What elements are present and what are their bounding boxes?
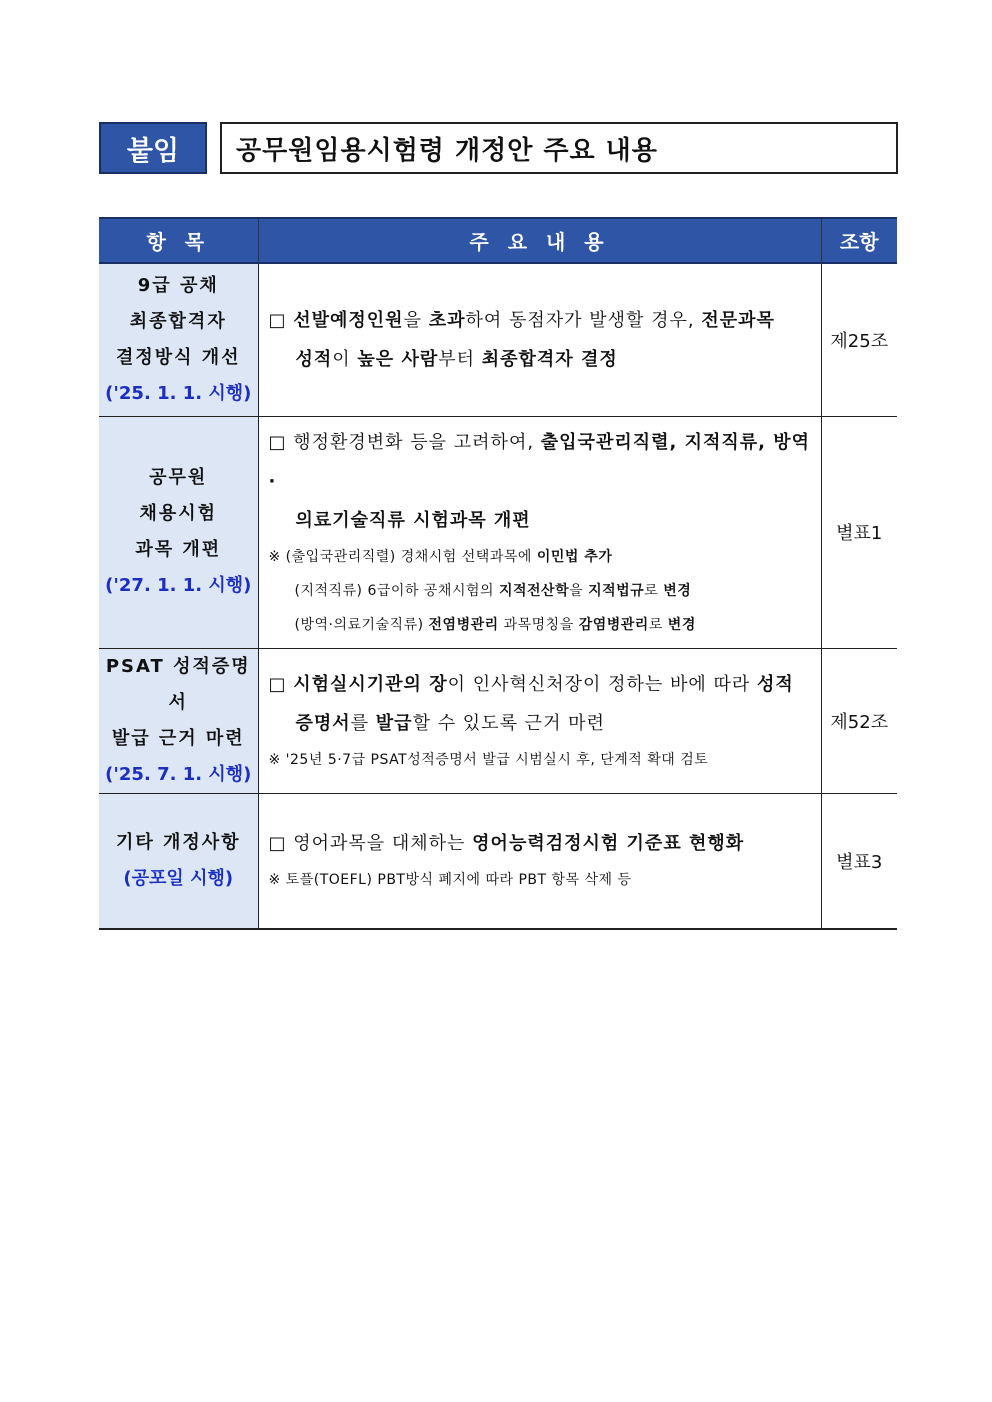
header-item: 항 목 [99, 218, 258, 263]
note-line [269, 574, 811, 608]
note-text: ※ (출입국관리직렬) 경채시험 선택과목에 [268, 548, 537, 565]
table-row [99, 263, 897, 416]
article-cell: 제25조 [821, 263, 897, 416]
emphasis-text: 증명서 [295, 712, 351, 734]
item-label-line: 기타 개정사항 [115, 831, 241, 853]
content-text: 이 인사혁신처장이 정하는 바에 따라 [447, 673, 758, 695]
emphasis-text: 전문과목 [701, 309, 775, 331]
emphasis-text: 높은 사람 [357, 348, 439, 370]
main-content-line [269, 665, 811, 704]
content-cell [258, 263, 821, 416]
item-cell [99, 648, 258, 793]
note-line [269, 608, 811, 642]
item-label-line: 최종합격자 [129, 310, 227, 332]
document-title: 공무원임용시험령 개정안 주요 내용 [220, 122, 898, 174]
header-content: 주 요 내 용 [258, 218, 821, 263]
article-cell: 제52조 [821, 648, 897, 793]
table-row [99, 416, 897, 648]
note-emphasis-text: 이민법 추가 [536, 548, 613, 565]
attachment-badge: 붙임 [99, 122, 207, 174]
content-text: □ 영어과목을 대체하는 [268, 833, 473, 855]
item-cell [99, 263, 258, 416]
note-text: 을 [569, 582, 589, 599]
note-text: ※ 토플(TOEFL) PBT방식 폐지에 따라 PBT 항목 삭제 등 [268, 872, 632, 889]
note-text: 로 [644, 582, 664, 599]
effective-date: (공포일 시행) [123, 867, 234, 889]
title-row [99, 122, 898, 174]
content-cell [258, 648, 821, 793]
item-label-line: 결정방식 개선 [115, 346, 241, 368]
emphasis-text: 발급 [375, 712, 413, 734]
note-line [269, 540, 811, 574]
main-content-line [269, 704, 811, 743]
emphasis-text: 출입국관리직렬, 지적직류, 방역· [268, 431, 811, 492]
note-text: (지적직류) 6급이하 공채시험의 [294, 582, 499, 599]
effective-date: ('25. 7. 1. 시행) [105, 763, 252, 785]
note-text: 과목명칭을 [498, 616, 579, 633]
note-text: 로 [648, 616, 668, 633]
content-cell [258, 416, 821, 648]
emphasis-text: 초과 [428, 309, 466, 331]
effective-date: ('25. 1. 1. 시행) [105, 382, 252, 404]
note-text: ※ '25년 5·7급 PSAT성적증명서 발급 시범실시 후, 단계적 확대 검토 [268, 751, 709, 768]
emphasis-text: 성적 [757, 673, 794, 695]
emphasis-text: 의료기술직류 시험과목 개편 [295, 509, 531, 531]
note-emphasis-text: 변경 [667, 616, 696, 633]
note-text: (방역·의료기술직류) [294, 616, 429, 633]
main-content-line [269, 501, 811, 540]
content-text: □ 행정환경변화 등을 고려하여, [268, 431, 541, 453]
main-content-line [269, 423, 811, 501]
note-emphasis-text: 전염병관리 [428, 616, 499, 633]
content-cell [258, 793, 821, 929]
item-label-line: 과목 개편 [135, 539, 222, 560]
main-content-line [269, 824, 811, 863]
note-line [269, 743, 811, 777]
content-text: 이 [332, 348, 358, 370]
article-cell: 별표3 [821, 793, 897, 929]
note-line [269, 863, 811, 897]
main-content-line [269, 340, 811, 379]
item-label-line: PSAT 성적증명서 [105, 655, 251, 713]
item-label-line: 공무원 [149, 467, 208, 488]
main-content-line [269, 301, 811, 340]
content-text: 하여 동점자가 발생할 경우, [465, 309, 702, 331]
item-label-line: 채용시험 [139, 503, 218, 524]
note-emphasis-text: 감염병관리 [578, 616, 649, 633]
emphasis-text: 선발예정인원 [293, 309, 404, 331]
amendment-table [99, 217, 897, 930]
effective-date: ('27. 1. 1. 시행) [105, 575, 252, 596]
emphasis-text: 시험실시기관의 장 [293, 673, 448, 695]
note-emphasis-text: 변경 [663, 582, 692, 599]
item-label-line: 발급 근거 마련 [111, 727, 245, 749]
content-text: 부터 [438, 348, 482, 370]
table-row [99, 793, 897, 929]
content-text: □ [268, 673, 294, 695]
emphasis-text: 성적 [295, 348, 333, 370]
article-cell: 별표1 [821, 416, 897, 648]
content-text: 를 [350, 712, 376, 734]
note-emphasis-text: 지적법규 [588, 582, 645, 599]
header-article: 조항 [821, 218, 897, 263]
content-text: 을 [403, 309, 429, 331]
item-label-line: 9급 공채 [137, 274, 219, 296]
emphasis-text: 최종합격자 결정 [481, 348, 618, 370]
item-cell [99, 416, 258, 648]
emphasis-text: 영어능력검정시험 기준표 현행화 [472, 833, 745, 855]
table-row [99, 648, 897, 793]
note-emphasis-text: 지적전산학 [498, 582, 570, 599]
item-cell [99, 793, 258, 929]
content-text: 할 수 있도록 근거 마련 [412, 712, 605, 734]
table-header-row [99, 218, 897, 263]
content-text: □ [268, 309, 294, 331]
